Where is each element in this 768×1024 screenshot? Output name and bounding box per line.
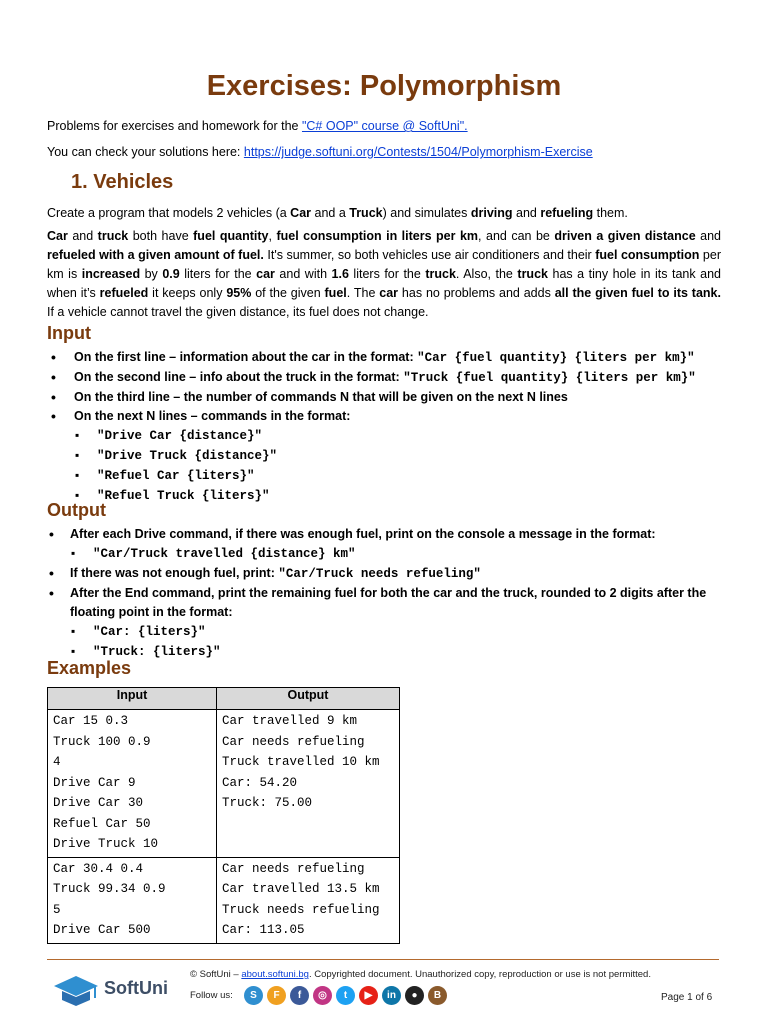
table-row	[48, 710, 400, 858]
section-title: 1. Vehicles	[71, 171, 174, 193]
about-link[interactable]: about.softuni.bg	[241, 969, 309, 980]
judge-link[interactable]: https://judge.softuni.org/Contests/1504/Polymorphism-Exercise	[243, 145, 593, 159]
footer-divider	[47, 959, 719, 960]
table-row	[48, 857, 400, 943]
intro-line-judge	[47, 143, 721, 162]
example-output-cell: Car travelled 9 km Car needs refueling Truck travelled 10 km Car: 54.20 Truck: 75.00	[217, 710, 400, 858]
list-item: • After the End command, print the remaining fuel for both the car and the truck, rounded to 2 digits after the floating point in the format:	[47, 584, 727, 622]
intro-judge-text: You can check your solutions here:	[47, 145, 244, 159]
course-link[interactable]: "C# OOP" course @ SoftUni".	[301, 119, 468, 133]
output-heading: Output	[47, 500, 106, 520]
list-item: • On the next N lines – commands in the format:	[47, 407, 727, 426]
follow-label: Follow us:	[190, 990, 233, 1001]
list-item: • If there was not enough fuel, print: "Car/Truck needs refueling"	[47, 564, 727, 584]
linkedin-icon[interactable]: in	[382, 986, 401, 1005]
instagram-icon[interactable]: ◎	[313, 986, 332, 1005]
page-title: Exercises: Polymorphism	[206, 70, 562, 102]
input-heading: Input	[47, 323, 91, 343]
list-item: ▪ "Refuel Truck {liters}"	[47, 486, 727, 506]
list-item: ▪ "Car: {liters}"	[47, 622, 727, 642]
list-item: ▪ "Truck: {liters}"	[47, 642, 727, 662]
copyright-notice: © SoftUni – about.softuni.bg. Copyrighted document. Unauthorized copy, reproduction or use is not permitted.	[190, 969, 651, 980]
facebook-icon[interactable]: f	[290, 986, 309, 1005]
column-header-input: Input	[48, 688, 217, 710]
page-number: Page 1 of 6	[661, 992, 713, 1003]
softuni-blog-icon[interactable]: B	[428, 986, 447, 1005]
intro-course-text: Problems for exercises and homework for the	[47, 119, 302, 133]
list-item: • On the third line – the number of commands N that will be given on the next N lines	[47, 388, 727, 407]
twitter-icon[interactable]: t	[336, 986, 355, 1005]
list-item: ▪ "Drive Car {distance}"	[47, 426, 727, 446]
list-item: • On the second line – info about the truck in the format: "Truck {fuel quantity} {liters per km}"	[47, 368, 727, 388]
examples-table	[47, 687, 400, 944]
list-item: ▪ "Car/Truck travelled {distance} km"	[47, 544, 727, 564]
example-input-cell: Car 30.4 0.4 Truck 99.34 0.9 5 Drive Car 500	[48, 857, 217, 943]
softuni-icon[interactable]: S	[244, 986, 263, 1005]
examples-heading: Examples	[47, 658, 132, 678]
list-item: ▪ "Refuel Car {liters}"	[47, 466, 727, 486]
intro-line-course	[47, 117, 721, 136]
input-list	[47, 348, 727, 506]
github-icon[interactable]: ●	[405, 986, 424, 1005]
description-paragraph-1: Create a program that models 2 vehicles (a Car and a Truck) and simulates driving and refueling them.	[47, 206, 628, 220]
list-item: • On the first line – information about the car in the format: "Car {fuel quantity} {liters per km}"	[47, 348, 727, 368]
example-output-cell: Car needs refueling Car travelled 13.5 km Truck needs refueling Car: 113.05	[217, 857, 400, 943]
example-input-cell: Car 15 0.3 Truck 100 0.9 4 Drive Car 9 Drive Car 30 Refuel Car 50 Drive Truck 10	[48, 710, 217, 858]
social-links	[244, 986, 447, 1005]
list-item: ▪ "Drive Truck {distance}"	[47, 446, 727, 466]
description-paragraph-2: Car and truck both have fuel quantity, fuel consumption in liters per km, and can be driven a given distance and refueled with a given amount of fuel. It's summer, so both vehicles use air conditioners and their fuel consumption per km is increased by 0.9 liters for the car and with 1.6 liters for the truck. Also, the truck has a tiny hole in its tank and when it’s refueled it keeps only 95% of the given fuel. The car has no problems and adds all the given fuel to its tank. If a vehicle cannot travel the given distance, its fuel does not change.	[47, 229, 721, 319]
list-item: • After each Drive command, if there was enough fuel, print on the console a message in the format:	[47, 525, 727, 544]
column-header-output: Output	[217, 688, 400, 710]
softuni-foundation-icon[interactable]: F	[267, 986, 286, 1005]
youtube-icon[interactable]: ▶	[359, 986, 378, 1005]
softuni-logo-text: SoftUni	[104, 978, 168, 998]
output-list	[47, 525, 727, 662]
